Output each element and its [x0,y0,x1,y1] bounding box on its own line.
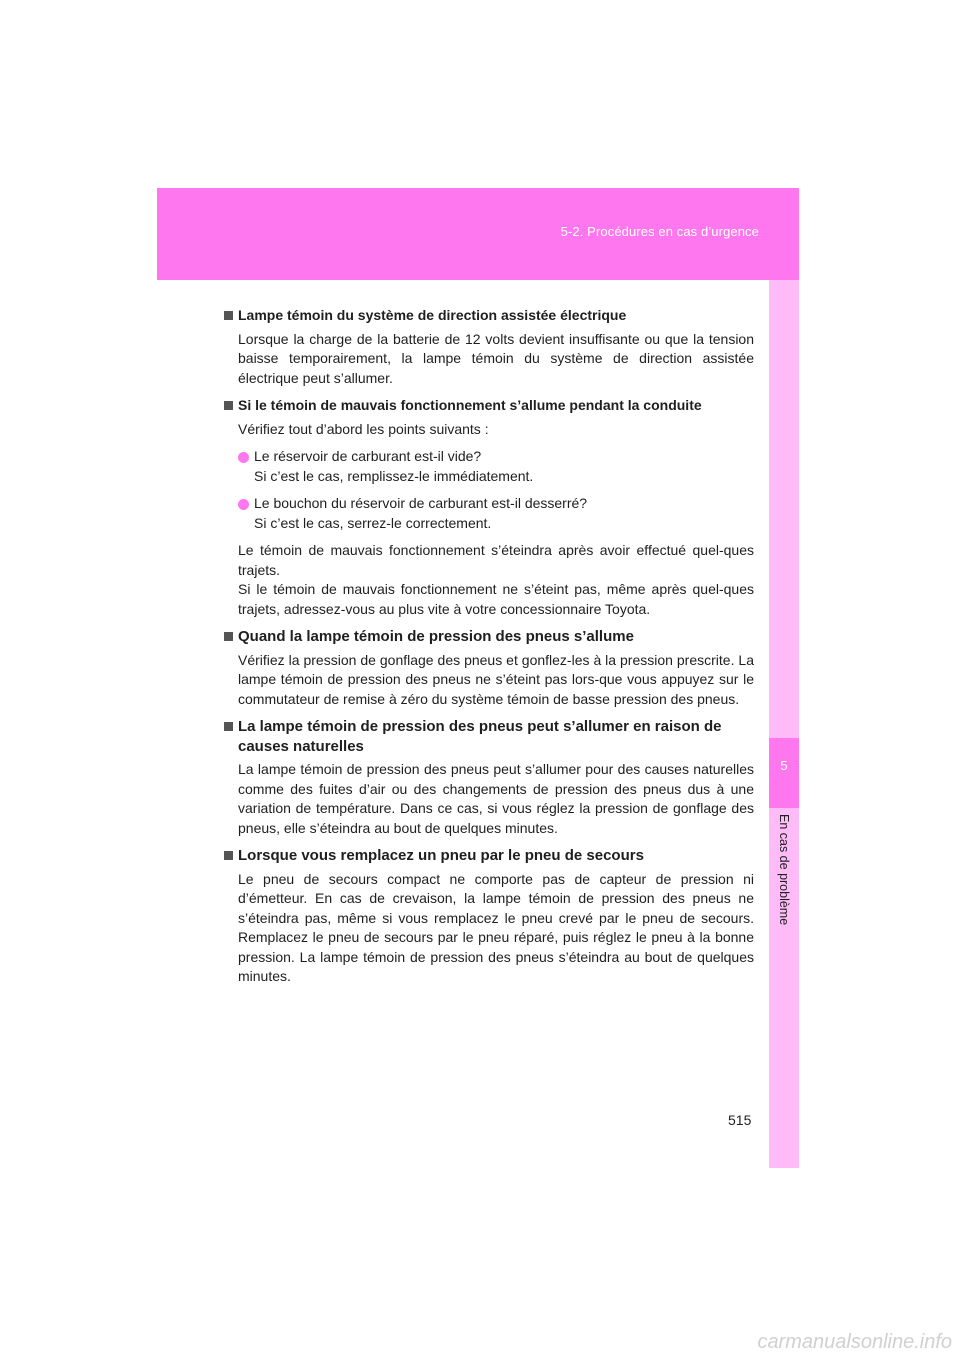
section-heading-text: La lampe témoin de pression des pneus peut s’allumer en raison de causes naturelles [238,718,722,755]
list-item-action: Si c’est le cas, serrez-le correctement. [254,514,492,531]
chapter-label: En cas de problème [777,814,791,926]
square-bullet-icon [224,851,233,860]
header-band [157,188,799,280]
side-tab-lower [769,808,799,1168]
watermark: carmanualsonline.info [757,1331,952,1353]
section-heading [224,627,754,647]
section-heading-text: Lampe témoin du système de direction assistée électrique [238,307,627,323]
section-heading [224,846,754,866]
section-heading [224,717,754,756]
page-number: 515 [728,1112,752,1128]
round-bullet-icon [238,452,249,463]
section-heading [224,396,754,416]
section-heading-text: Quand la lampe témoin de pression des pneus s’allume [238,628,634,645]
section-body: Vérifiez la pression de gonflage des pneus et gonflez-les à la pression prescrite. La lampe témoin de pression des pneus ne s’éteint pas lors-que vous appuyez sur le commutateur de remise à zéro du système témoin de basse pression des pneus. [238,651,754,707]
square-bullet-icon [224,311,233,320]
section-heading [224,306,754,326]
side-tab-upper [769,280,799,738]
section-title: 5-2. Procédures en cas d’urgence [560,224,759,239]
section-body: La lampe témoin de pression des pneus peut s’allumer pour des causes naturelles comme des fuites d’air ou des changements de pression des pneus dus à une variation de température. Dans ce cas, si vous réglez la pression de gonflage des pneus, elle s’éteindra au bout de quelques minutes. [238,761,754,836]
square-bullet-icon [224,632,233,641]
section-note: Le témoin de mauvais fonctionnement s’éteindra après avoir effectué quel-ques trajets. [238,542,754,578]
list-item-action: Si c’est le cas, remplissez-le immédiatement. [254,467,534,484]
round-bullet-icon [238,499,249,510]
section-heading-text: Lorsque vous remplacez un pneu par le pneu de secours [238,847,644,864]
chapter-number: 5 [780,758,788,773]
list-item-question: Le bouchon du réservoir de carburant est-il desserré? [254,495,588,511]
square-bullet-icon [224,722,233,731]
section-body: Lorsque la charge de la batterie de 12 volts devient insuffisante ou que la tension baisse temporairement, la lampe témoin du système de direction assistée électrique peut s’allumer. [238,330,754,386]
chapter-tab[interactable] [769,738,799,808]
section-note: Si le témoin de mauvais fonctionnement ne s’éteint pas, même après quel-ques trajets, adressez-vous au plus vite à votre concessionnaire Toyota. [238,581,754,617]
list-item-question: Le réservoir de carburant est-il vide? [254,448,482,464]
square-bullet-icon [224,401,233,410]
section-heading-text: Si le témoin de mauvais fonctionnement s’allume pendant la conduite [238,397,702,413]
section-body: Le pneu de secours compact ne comporte pas de capteur de pression ni d’émetteur. En cas de crevaison, la lampe témoin de pression des pneus ne s’éteindra pas, même si vous remplacez le pneu crevé par le pneu de secours. Remplacez le pneu de secours par le pneu réparé, puis réglez le pneu à la bonne pression. La lampe témoin de pression des pneus s’éteindra au bout de quelques minutes. [238,870,754,984]
list-item [224,447,754,486]
list-item [224,494,754,533]
section-intro: Vérifiez tout d’abord les points suivants : [238,420,489,437]
page-content [224,306,754,995]
